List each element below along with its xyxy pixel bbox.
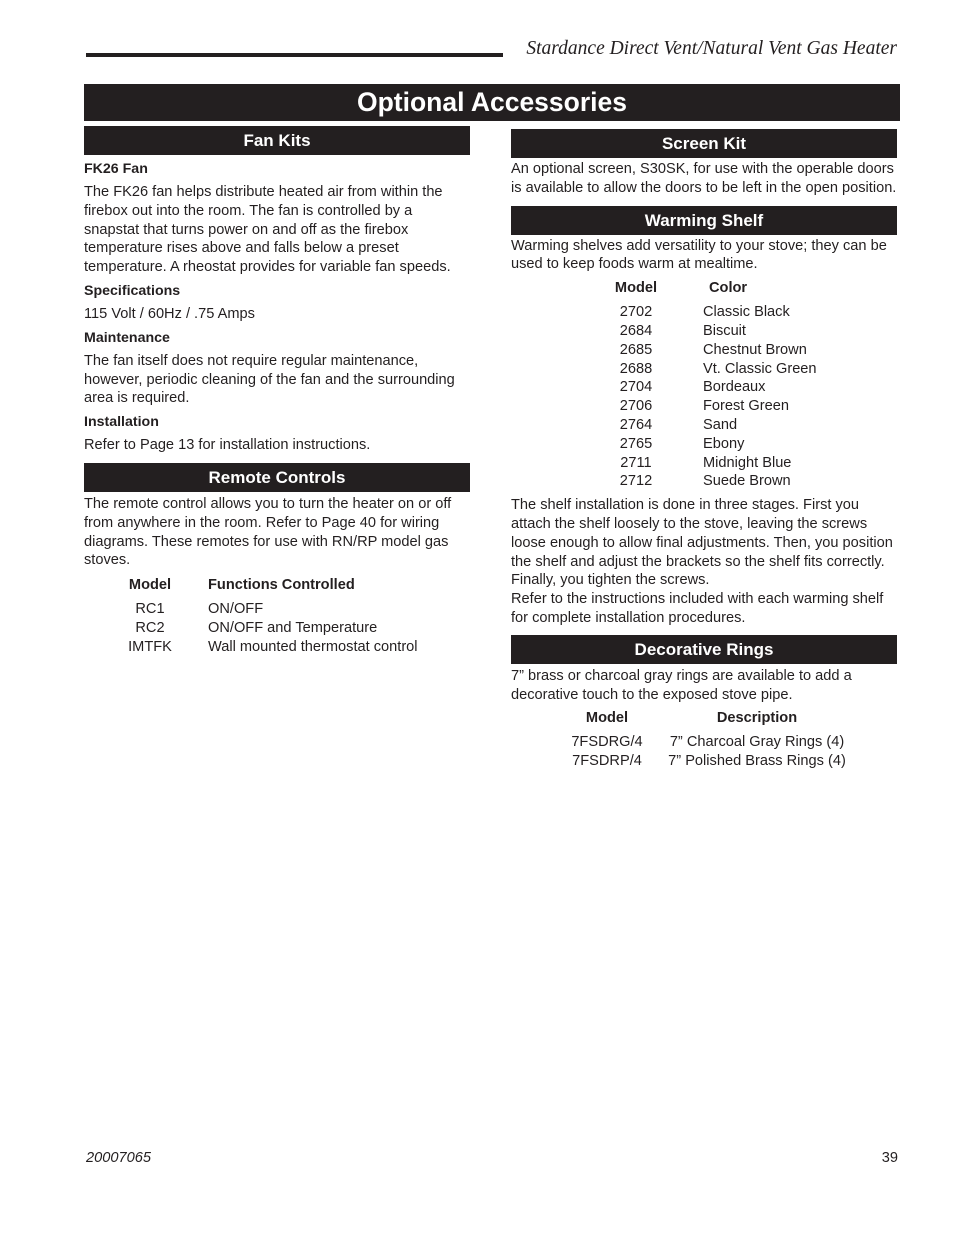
specifications-text: 115 Volt / 60Hz / .75 Amps bbox=[84, 305, 255, 322]
color-cell: Forest Green bbox=[703, 398, 789, 415]
remote-controls-table bbox=[124, 576, 444, 656]
table-header-row bbox=[601, 279, 851, 297]
color-cell: Ebony bbox=[703, 435, 745, 452]
decorative-rings-table bbox=[563, 709, 863, 771]
table-row bbox=[601, 303, 851, 322]
decorative-rings-description: 7” brass or charcoal gray rings are available to add a decorative touch to the exposed stove pipe. bbox=[511, 667, 852, 703]
shelf-installation-text-2: Refer to the instructions included with each warming shelf for complete installation procedures. bbox=[511, 591, 884, 626]
left-column bbox=[84, 126, 470, 657]
function-cell: ON/OFF bbox=[208, 601, 264, 618]
table-row bbox=[563, 752, 863, 771]
document-number: 20007065 bbox=[86, 1150, 151, 1166]
table-row bbox=[601, 454, 851, 473]
description-cell: 7” Charcoal Gray Rings (4) bbox=[669, 734, 845, 751]
remote-controls-heading: Remote Controls bbox=[84, 463, 470, 492]
warming-shelf-description: Warming shelves add versatility to your stove; they can be used to keep foods warm at mealtime. bbox=[511, 237, 887, 273]
color-cell: Midnight Blue bbox=[703, 454, 792, 471]
column-header-model: Model bbox=[128, 577, 172, 594]
model-cell: 2702 bbox=[619, 304, 653, 321]
right-column bbox=[511, 129, 897, 771]
column-header-description: Description bbox=[716, 710, 798, 727]
decorative-rings-heading: Decorative Rings bbox=[511, 635, 897, 664]
warming-shelf-table bbox=[601, 279, 851, 491]
color-cell: Classic Black bbox=[703, 304, 790, 321]
model-cell: RC2 bbox=[135, 619, 165, 636]
shelf-installation-text: The shelf installation is done in three stages. First you attach the shelf loosely to the stove, leaving the screws loose enough to allow final adjustments. Then, you position the shelf and adjust the brackets so the shelf fits correctly. Finally, you tighten the screws. bbox=[511, 497, 893, 589]
color-cell: Chestnut Brown bbox=[703, 341, 807, 358]
table-row bbox=[601, 416, 851, 435]
model-cell: 2764 bbox=[619, 416, 653, 433]
screen-kit-heading: Screen Kit bbox=[511, 129, 897, 158]
color-cell: Biscuit bbox=[703, 322, 746, 339]
color-cell: Suede Brown bbox=[703, 473, 791, 490]
warming-shelf-heading: Warming Shelf bbox=[511, 206, 897, 235]
model-cell: 2712 bbox=[619, 473, 653, 490]
screen-kit-description: An optional screen, S30SK, for use with the operable doors is available to allow the doors to be left in the open position. bbox=[511, 161, 897, 196]
fk26-description: The FK26 fan helps distribute heated air from within the firebox out into the room. The fan is controlled by a snapstat that turns power on and off as the firebox temperature rises above and falls below a preset temperature. A rheostat provides for variable fan speeds. bbox=[84, 184, 451, 276]
model-cell: 7FSDRG/4 bbox=[571, 734, 643, 751]
function-cell: Wall mounted thermostat control bbox=[208, 638, 418, 655]
table-header-row bbox=[563, 709, 863, 727]
model-cell: RC1 bbox=[135, 601, 165, 618]
column-header-functions: Functions Controlled bbox=[208, 577, 355, 594]
model-cell: 2765 bbox=[619, 435, 653, 452]
maintenance-text: The fan itself does not require regular maintenance, however, periodic cleaning of the fan and the surrounding area is required. bbox=[84, 352, 455, 407]
fk26-heading: FK26 Fan bbox=[84, 161, 148, 177]
model-cell: IMTFK bbox=[128, 638, 172, 655]
table-header-row bbox=[124, 576, 444, 594]
specifications-heading: Specifications bbox=[84, 282, 181, 299]
model-cell: 2684 bbox=[619, 322, 653, 339]
table-row bbox=[601, 435, 851, 454]
table-row bbox=[124, 619, 444, 638]
column-header-color: Color bbox=[709, 280, 748, 297]
table-row bbox=[601, 322, 851, 341]
remote-controls-description: The remote control allows you to turn the heater on or off from anywhere in the room. Refer to Page 40 for wiring diagrams. These remotes for use with RN/RP model gas stoves. bbox=[84, 495, 452, 569]
page-number: 39 bbox=[881, 1150, 898, 1166]
model-cell: 2685 bbox=[619, 341, 653, 358]
fan-kits-heading: Fan Kits bbox=[84, 126, 470, 155]
table-row bbox=[601, 472, 851, 491]
header-rule bbox=[86, 53, 503, 57]
model-cell: 2706 bbox=[619, 398, 653, 415]
installation-heading: Installation bbox=[84, 414, 159, 431]
color-cell: Vt. Classic Green bbox=[703, 360, 817, 377]
model-cell: 2711 bbox=[620, 454, 652, 471]
table-row bbox=[601, 341, 851, 360]
table-row bbox=[601, 397, 851, 416]
table-row bbox=[124, 638, 444, 657]
model-cell: 2688 bbox=[619, 360, 653, 377]
table-row bbox=[563, 733, 863, 752]
table-row bbox=[601, 378, 851, 397]
function-cell: ON/OFF and Temperature bbox=[208, 619, 378, 636]
maintenance-heading: Maintenance bbox=[84, 329, 170, 346]
table-row bbox=[124, 600, 444, 619]
model-cell: 7FSDRP/4 bbox=[572, 753, 642, 770]
column-header-model: Model bbox=[585, 710, 629, 727]
table-row bbox=[601, 360, 851, 379]
page-title: Optional Accessories bbox=[84, 84, 900, 121]
column-header-model: Model bbox=[614, 280, 658, 297]
description-cell: 7” Polished Brass Rings (4) bbox=[668, 753, 846, 770]
installation-text: Refer to Page 13 for installation instructions. bbox=[84, 437, 371, 454]
running-header: Stardance Direct Vent/Natural Vent Gas Heater bbox=[526, 38, 897, 59]
color-cell: Sand bbox=[703, 416, 738, 433]
color-cell: Bordeaux bbox=[703, 379, 766, 396]
model-cell: 2704 bbox=[619, 379, 653, 396]
